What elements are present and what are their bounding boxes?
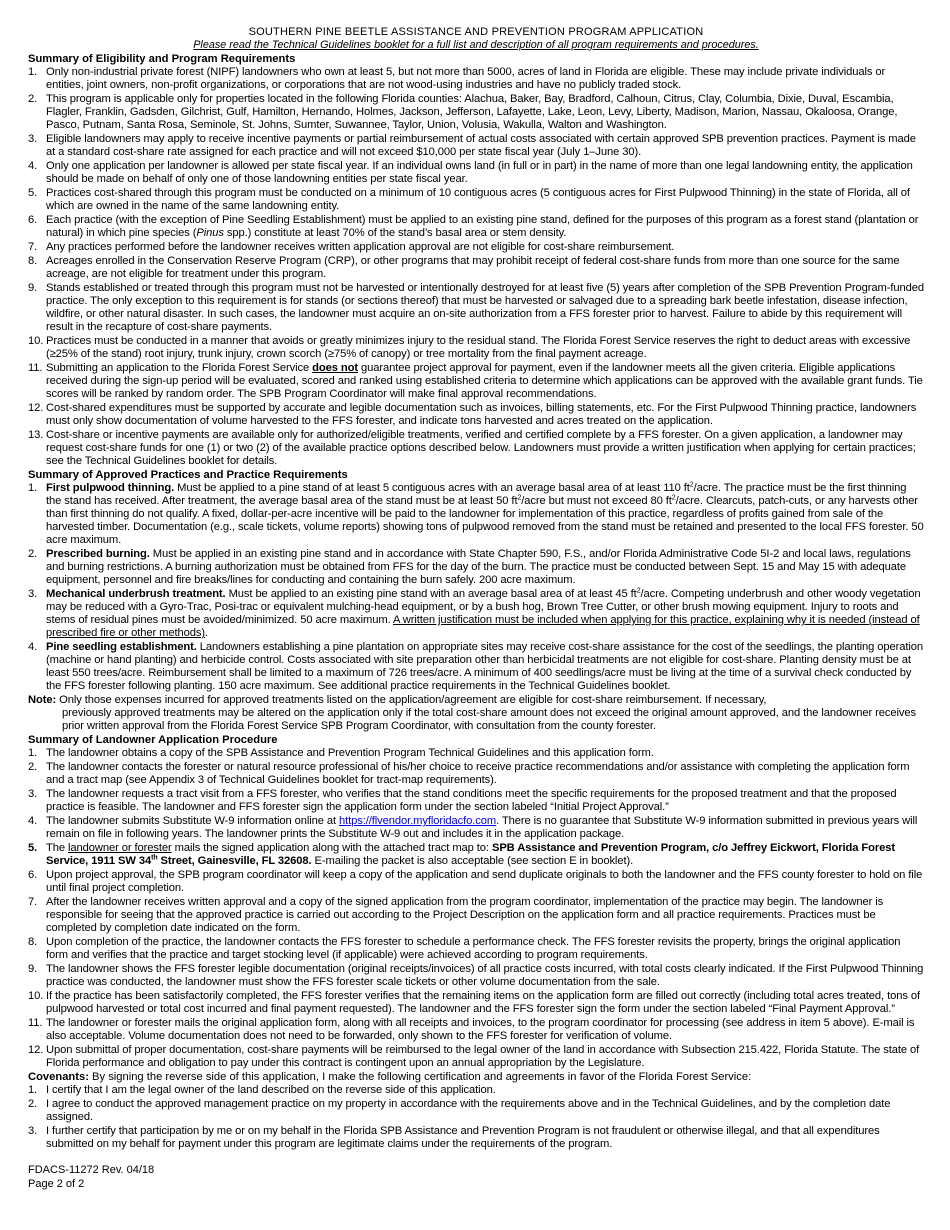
item-text: The landowner or forester mails the original application form, along with all receipts and invoices, to the program coordinator for processing (see address in item 5 above). E-mail is also acceptable. Volume documentation does not need to be forwarded, only shown to the FFS forester for verification of volume. [46,1017,915,1042]
item-text: . [205,627,209,639]
procedure-list [28,747,924,1070]
item-text: /acre. Competing underbrush and other woody vegetation may be reduced with a Gyro-Trac, Posi-trac or equivalent mulching-head equipment, or by a bush hog, Brown Tree Cutter, or other brush mowing equipment. Injury to roots and stems of residual pines must be avoided/minimized. 50 acre maximum. [46,588,921,626]
eligibility-list [28,66,924,468]
item-number: 1. [28,747,38,759]
item-text: Only one application per landowner is allowed per state fiscal year. If an individual owns land (in full or in part) in the name of more than one legal landowning entity, the application should be made on behalf of only one of those landowning entities per state fiscal year. [46,160,913,185]
item-number: 5. [28,842,38,854]
item-number: 2. [28,761,38,773]
item-text: Cost-share or incentive payments are available only for authorized/eligible treatments, verified and certified complete by a FFS forester. On a given application, a landowner may request cost-share funds for one (1) or two (2) of the available practice options described below. Landowners must provide a written justification when applying for certain practices; see the Technical Guidelines booklet for details. [46,429,916,467]
item-number: 1. [28,482,38,494]
list-item [28,66,924,92]
item-number: 5. [28,187,38,199]
item-text: Eligible landowners may apply to receive incentive payments or partial reimbursement of actual costs associated with certain approved SPB prevention practices. Payment is made at a standard cost-share rate assigned for each practice and will not exceed $10,000 per state fiscal year (July 1–June 30). [46,133,916,158]
item-number: 7. [28,241,38,253]
list-item [28,282,924,334]
item-number: 1. [28,66,38,78]
item-text: The landowner shows the FFS forester legible documentation (original receipts/invoices) of all practice costs incurred, with total costs clearly indicated. If the First Pulpwood Thinning practice was conducted, the landowner must show the FFS forester scale tickets or other volume documentation from the sale. [46,963,924,988]
list-item [28,93,924,132]
item-text: Must be applied in an existing pine stand and in accordance with State Chapter 590, F.S., and/or Florida Administrative Code 5I-2 and local laws, regulations and burning restrictions. A burning authorization must be obtained from FFS for the day of the burn. The practice must be conducted between Sept. 15 and May 15 with adequate equipment, personnel and fire breaks/lines for conducting and containing the burn safely. 200 acre maximum. [46,548,911,586]
list-item [28,842,924,868]
page-number: Page 2 of 2 [28,1178,85,1190]
list-item [28,429,924,468]
list-item [28,1017,924,1043]
item-text: /acre. Clearcuts, patch-cuts, or any harvests other than first thinning do not qualify. A fixed, dollar-per-acre incentive will be paid to the landowner for implementation of this practice, regardless of profits gained from sale of the harvested timber. Documentation (e.g., scale tickets, volume reports) showing tons of pulpwood removed from the stand must be retained and presented to the local FFS forester. 50 acre maximum. [46,495,924,546]
item-text: th [151,854,158,862]
section-heading: Summary of Approved Practices and Practice Requirements [28,469,348,481]
list-item [28,1084,924,1097]
list-item [28,1098,924,1124]
section-procedure [28,734,924,1070]
item-text: The [46,842,68,854]
item-text: I further certify that participation by me or on my behalf in the Florida SPB Assistance and Prevention Program is not fraudulent or otherwise illegal, and that all expenditures submitted on my behalf for payment under this program are legitimate claims under the requirements of the program. [46,1125,880,1150]
item-text: Acreages enrolled in the Conservation Reserve Program (CRP), or other programs that may prohibit receipt of federal cost-share funds from more than one source for the same acreage, are not eligible for treatment under this program. [46,255,900,280]
item-text: 2 [636,587,641,595]
item-number: 10. [28,335,44,347]
list-item [28,362,924,401]
item-text: Landowners establishing a pine plantation on appropriate sites may receive cost-share assistance for the cost of the seedlings, the planting operation (machine or hand planting) and herbicide control. Costs associated with site preparation other than herbicidal treatments are not eligible for cost-share. Planting density must be at least 550 trees/acre. Reimbursement shall be limited to a maximum of 726 trees/acre. A minimum of 400 seedlings/acre must be living at the time of a survival check conducted by the FFS forester following planting. 150 acre maximum. See additional practice requirements in the Technical Guidelines booklet. [46,641,923,692]
item-number: 2. [28,548,38,560]
form-subtitle: Please read the Technical Guidelines booklet for a full list and description of all program requirements and procedures. [193,39,759,51]
section-practices [28,469,924,733]
practices-list [28,482,924,693]
item-text: Upon project approval, the SPB program coordinator will keep a copy of the application and send duplicate originals to both the landowner and the FFS county forester to hold on file until final project completion. [46,869,923,894]
section-eligibility [28,53,924,468]
item-text: Must be applied to a pine stand of at least 5 contiguous acres with an average basal area of at least 110 ft [174,482,690,494]
item-number: 1. [28,1084,38,1096]
list-item [28,402,924,428]
item-text: Upon submittal of proper documentation, cost-share payments will be reimbursed to the legal owner of the land in accordance with Subsection 215.422, Florida Statute. The state of Florida performance and obligation to pay under this contract is contingent upon an annual appropriation by the Legislature. [46,1044,920,1069]
list-item [28,963,924,989]
item-text: E-mailing the packet is also acceptable (see section E in booklet). [311,855,634,867]
form-title: SOUTHERN PINE BEETLE ASSISTANCE AND PREVENTION PROGRAM APPLICATION [248,26,704,38]
item-number: 3. [28,1125,38,1137]
section-heading: Summary of Eligibility and Program Requirements [28,53,296,65]
item-number: 3. [28,133,38,145]
item-number: 6. [28,214,38,226]
item-number: 11. [28,362,43,374]
section-heading: Covenants: [28,1071,89,1083]
list-item [28,990,924,1016]
note-label: Note: [28,694,57,706]
list-item [28,255,924,281]
list-item [28,641,924,693]
list-item [28,214,924,240]
item-text: Practices must be conducted in a manner that avoids or greatly minimizes injury to the residual stand. The Florida Forest Service reserves the right to deduct areas with excessive (≥25% of the stand) root injury, trunk injury, crown scorch (≥75% of canopy) or tree mortality from the final payment acreage. [46,335,911,360]
item-text: Only non-industrial private forest (NIPF) landowners who own at least 5, but not more than 5000, acres of land in Florida are eligible. These may include private individuals or entities, joint owners, non-profit organizations, or corporations that are not wood-using industries and have no publicly traded stock. [46,66,886,91]
item-text: Pinus [196,227,224,239]
item-text: The landowner requests a tract visit from a FFS forester, who verifies that the stand conditions meet the specific requirements for the proposed treatment and that the proposed practice is feasible. The landowner and FFS forester sign the application form under the section labeled “Initial Project Approval.” [46,788,897,813]
item-number: 13. [28,429,44,441]
item-number: 3. [28,788,38,800]
item-number: 6. [28,869,38,881]
item-text: The landowner submits Substitute W-9 information online at [46,815,339,827]
item-text: . There is no guarantee that Substitute W-9 information submitted in previous years will remain on file in following years. The landowner prints the Substitute W-9 out and includes it in the application package. [46,815,918,840]
section-heading: Summary of Landowner Application Procedure [28,734,278,746]
list-item [28,869,924,895]
vendor-link[interactable]: https://flvendor.myfloridacfo.com [339,815,497,827]
list-item [28,896,924,935]
list-item [28,160,924,186]
list-item [28,761,924,787]
item-number: 3. [28,588,38,600]
item-text: A written justification must be included when applying for this practice, explaining why it is needed (instead of prescribed fire or other methods) [46,614,920,639]
item-text: First pulpwood thinning. [46,482,175,494]
item-number: 8. [28,255,38,267]
section-covenants [28,1071,924,1151]
item-number: 4. [28,815,38,827]
list-item [28,335,924,361]
list-item [28,1125,924,1151]
item-text: Each practice (with the exception of Pine Seedling Establishment) must be applied to an existing pine stand, defined for the purposes of this program as a forest stand (plantation or natural) in which pine species ( [46,214,919,239]
item-number: 2. [28,1098,38,1110]
item-text: If the practice has been satisfactorily completed, the FFS forester verifies that the remaining items on the application form are filled out correctly (including total acres treated, tons of pulpwood harvested or total cost incurred and final payment requested). The landowner and the FFS forester sign the form under the section labeled “Final Payment Approval.” [46,990,920,1015]
item-number: 7. [28,896,38,908]
item-text: /acre. The practice must be the first thinning the stand has received. After treatment, the average basal area of the stand must be at least 50 ft [46,482,907,507]
item-text: guarantee project approval for payment, even if the landowner meets all the given criteria. Eligible applications received during the sign-up period will be evaluated, scored and ranked using established criteria to determine which applications can be approved with the available grant funds. Tie scores will be ranked by random order. The SPB Program Coordinator will make final approval recommendations. [46,362,923,400]
item-text: Street, Gainesville, FL 32608. [157,855,312,867]
item-text: SPB Assistance and Prevention Program, c/o Jeffrey Eickwort, Florida Forest Service, 1911 SW 34 [46,842,895,867]
item-number: 12. [28,402,44,414]
item-text: Must be applied to an existing pine stand with an average basal area of at least 45 ft [225,588,637,600]
item-text: landowner or forester [68,842,172,854]
page-footer [28,1163,924,1191]
item-text: does not [312,362,358,374]
item-text: /acre but must not exceed 80 ft [521,495,672,507]
form-id: FDACS-11272 Rev. 04/18 [28,1164,155,1176]
note-paragraph [28,694,924,733]
note-text: Only those expenses incurred for approved treatments listed on the application/agreement are eligible for cost-share reimbursement. If necessary, [56,694,767,706]
item-text: This program is applicable only for properties located in the following Florida counties: Alachua, Baker, Bay, Bradford, Calhoun, Citrus, Clay, Columbia, Dixie, Duval, Escambia, Flagler, Franklin, Gadsden, Gilchrist, Gulf, Hamilton, Hernando, Holmes, Jackson, Jefferson, Lafayette, Lake, Leon, Levy, Liberty, Madison, Marion, Nassau, Okaloosa, Orange, Pasco, Putnam, Santa Rosa, Seminole, St. Johns, Sumter, Suwannee, Taylor, Union, Volusia, Wakulla, Walton and Washington. [46,93,898,131]
list-item [28,1044,924,1070]
item-number: 10. [28,990,44,1002]
item-number: 2. [28,93,38,105]
list-item [28,815,924,841]
item-text: Cost-shared expenditures must be supported by accurate and legible documentation such as invoices, billing statements, etc. For the First Pulpwood Thinning practice, landowners must only show documentation of volume harvested to the FFS forester, and indicate tons harvested and acres treated on the application. [46,402,917,427]
list-item [28,747,924,760]
item-number: 11. [28,1017,43,1029]
list-item [28,936,924,962]
item-number: 4. [28,160,38,172]
item-number: 9. [28,282,38,294]
item-text: 2 [671,494,676,502]
item-number: 12. [28,1044,44,1056]
item-text: Submitting an application to the Florida Forest Service [46,362,313,374]
item-text: The landowner contacts the forester or natural resource professional of his/her choice to receive practice recommendations and/or assistance with completing the application form and a tract map (see Appendix 3 of Technical Guidelines booklet for tract-map requirements). [46,761,910,786]
item-text: I certify that I am the legal owner of the land described on the reverse side of this application. [46,1084,496,1096]
item-text: mails the signed application along with the attached tract map to: [171,842,492,854]
item-number: 9. [28,963,38,975]
item-text: Mechanical underbrush treatment. [46,588,226,600]
item-text: The landowner obtains a copy of the SPB Assistance and Prevention Program Technical Guidelines and this application form. [46,747,654,759]
list-item [28,588,924,640]
item-text: Any practices performed before the landowner receives written application approval are not eligible for cost-share reimbursement. [46,241,675,253]
item-number: 4. [28,641,38,653]
item-text: After the landowner receives written approval and a copy of the signed application from the program coordinator, implementation of the practice may begin. The landowner is responsible for seeing that the approved practice is carried out according to the Project Description on the application form and all practice requirements. Practices must be completed by completion date indicated on the form. [46,896,884,934]
item-text: Practices cost-shared through this program must be conducted on a minimum of 10 contiguous acres (5 contiguous acres for First Pulpwood Thinning) in the state of Florida, all of which are owned in the name of the same landowning entity. [46,187,910,212]
list-item [28,788,924,814]
item-text: spp.) constitute at least 70% of the stand’s basal area or stem density. [223,227,567,239]
list-item [28,187,924,213]
list-item [28,241,924,254]
item-text: Pine seedling establishment. [46,641,197,653]
covenants-list [28,1084,924,1151]
note-text-continued: previously approved treatments may be altered on the application only if the total cost-share amount does not exceed the original amount approved, and the landowner receives prior written approval from the Florida Forest Service SPB Program Coordinator, with consultation from the county forester. [62,707,916,732]
item-text: 2 [517,494,522,502]
item-text: Upon completion of the practice, the landowner contacts the FFS forester to schedule a performance check. The FFS forester revisits the property, brings the original application form and verifies that the practice and target stocking level (if applicable) were achieved according to program requirements. [46,936,901,961]
list-item [28,133,924,159]
item-text: I agree to conduct the approved management practice on my property in accordance with the requirements above and in the Technical Guidelines, and by the completion date assigned. [46,1098,891,1123]
covenants-intro: By signing the reverse side of this application, I make the following certification and agreements in favor of the Florida Forest Service: [88,1071,752,1083]
item-text: Stands established or treated through this program must not be harvested or intentionally destroyed for at least five (5) years after completion of the SPB Prevention Program-funded practice. The only exception to this requirement is for stands (or sections thereof) that must be harvested or salvaged due to a spreading bark beetle infestation, disease infection, wildfire, or other natural disaster. In such cases, the landowner must acquire an on-site authorization from a FFS forester prior to harvest. Failure to abide by this requirement will result in the recapture of cost-share payments. [46,282,925,333]
list-item [28,548,924,587]
item-text: Prescribed burning. [46,548,150,560]
list-item [28,482,924,547]
item-number: 8. [28,936,38,948]
item-text: 2 [689,481,694,489]
